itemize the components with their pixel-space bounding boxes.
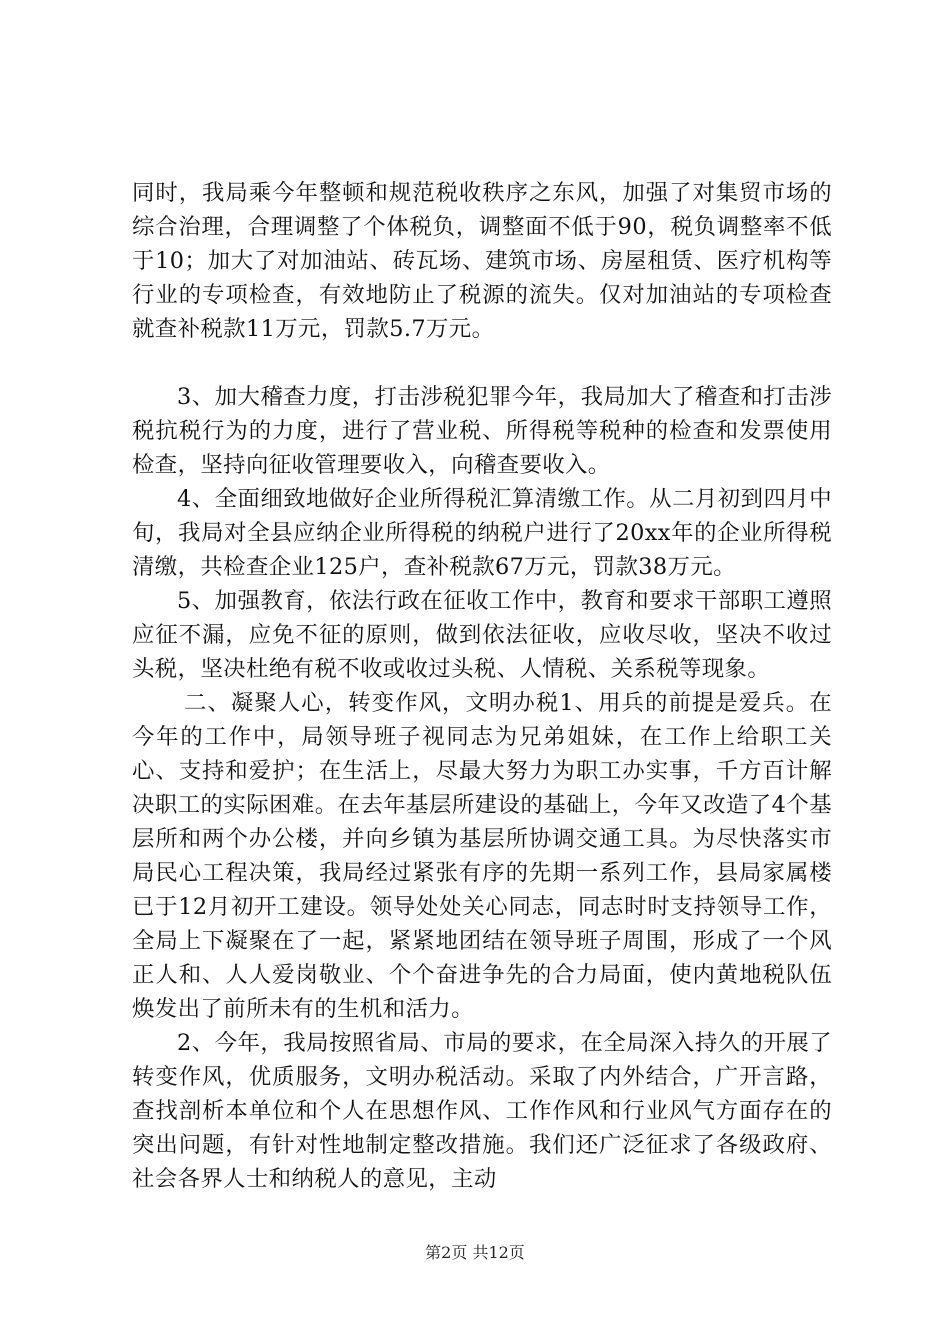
paragraph-style-change: 2、今年，我局按照省局、市局的要求，在全局深入持久的开展了转变作风，优质服务，文明办税活动。采取了内外结合，广开言路，查找剖析本单位和个人在思想作风、工作作风和行业风气方面存在的突出问题，有针对性地制定整改措施。我们还广泛征求了各级政府、社会各界人士和纳税人的意见，主动 [132, 1030, 832, 1192]
document-body [132, 176, 832, 1196]
paragraph-income-tax-settlement: 4、全面细致地做好企业所得税汇算清缴工作。从二月初到四月中旬，我局对全县应纳企业所得税的纳税户进行了20xx年的企业所得税清缴，共检查企业125户，查补税款67万元，罚款38万元。 [132, 486, 832, 580]
paragraph-education: 5、加强教育，依法行政在征收工作中，教育和要求干部职工遵照应征不漏，应免不征的原则，做到依法征收，应收尽收，坚决不收过头税，坚决杜绝有税不收或收过头税、人情税、关系税等现象。 [132, 588, 832, 682]
page-footer: 第2页 共12页 [425, 1243, 525, 1262]
paragraph-audit-enforcement: 3、加大稽查力度，打击涉税犯罪今年，我局加大了稽查和打击涉税抗税行为的力度，进行了营业税、所得税等税种的检查和发票使用检查，坚持向征收管理要收入，向稽查要收入。 [132, 384, 832, 478]
paragraph-market-governance: 同时，我局乘今年整顿和规范税收秩序之东风，加强了对集贸市场的综合治理，合理调整了个体税负，调整面不低于90，税负调整率不低于10；加大了对加油站、砖瓦场、建筑市场、房屋租赁、医疗机构等行业的专项检查，有效地防止了税源的流失。仅对加油站的专项检查就查补税款11万元，罚款5.7万元。 [132, 180, 832, 342]
paragraph-cohesion: 二、凝聚人心，转变作风，文明办税1、用兵的前提是爱兵。在今年的工作中，局领导班子视同志为兄弟姐妹，在工作上给职工关心、支持和爱护；在生活上，尽最大努力为职工办实事，千方百计解决职工的实际困难。在去年基层所建设的基础上，今年又改造了4个基层所和两个办公楼，并向乡镇为基层所协调交通工具。为尽快落实市局民心工程决策，我局经过紧张有序的先期一系列工作，县局家属楼已于12月初开工建设。领导处处关心同志，同志时时支持领导工作，全局上下凝聚在了一起，紧紧地团结在领导班子周围，形成了一个风正人和、人人爱岗敬业、个个奋进争先的合力局面，使内黄地税队伍焕发出了前所未有的生机和活力。 [132, 690, 832, 1022]
